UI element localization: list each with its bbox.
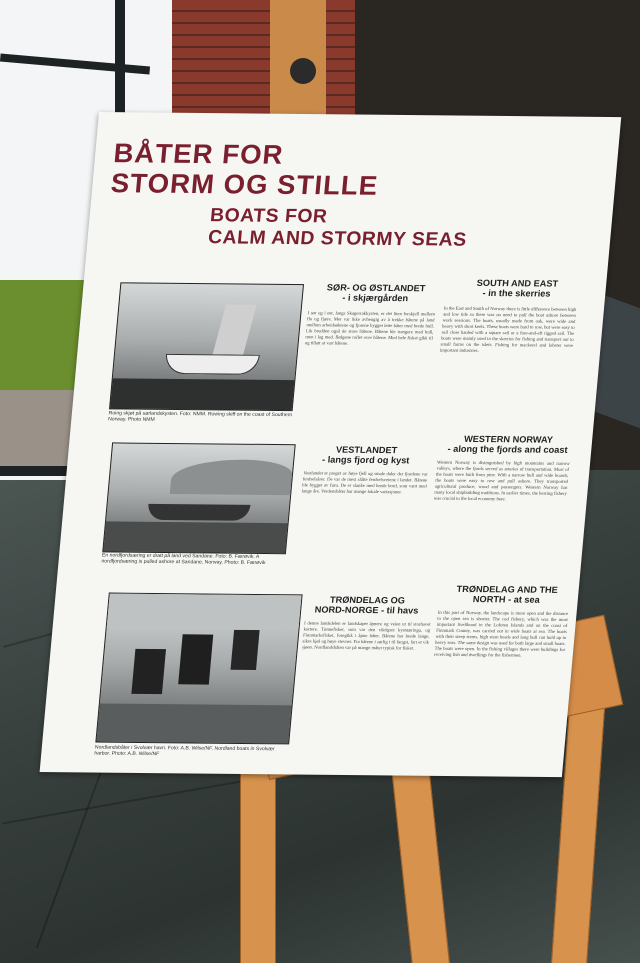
- heading-line: WESTERN NORWAY: [463, 433, 554, 445]
- brick-wall: [172, 0, 357, 118]
- title-norwegian-line2: STORM OG STILLE: [109, 168, 380, 201]
- section-heading-english: [445, 278, 590, 299]
- photo-northern-boats: [95, 593, 302, 745]
- section-text-english: In this part of Norway, the landscape is more open and the distance to the open sea is shorter. The cod fishery, which was the most important livelihood in the Lofoten Islands and on the coast of Finnmark County, was carried out in wide boats at sea. The boats with their steep stems, high stern heads and long hull can hold up to heavy seas. The same design was used for both large and small boats. The boats were open. In the fishing villages there were buildings for receiving fish and dwellings for the fishermen.: [433, 609, 569, 658]
- section-heading-norwegian: [304, 444, 428, 465]
- section-text-english: Western Norway is distinguished by high mountains and narrow valleys, where the fjords served as arteries of transportation. Most of the boats were built from pine. With a narrow hull and wide boards, the boats were easy to row and pull ashore. They transported agricultural produce, wood and passengers. Western Norway has many local shipbuilding traditions. In earlier times, the herring fishery was crucial to the local economy here.: [433, 459, 570, 502]
- photo-western-boat: [102, 442, 296, 554]
- section-heading-english: [435, 584, 580, 605]
- title-norwegian-line1: BÅTER FOR: [112, 138, 285, 170]
- title-english: [207, 205, 558, 252]
- easel-leg-left: [240, 760, 276, 963]
- heading-line: SOUTH AND EAST: [476, 277, 559, 289]
- title-english-line1: BOATS FOR: [209, 205, 329, 228]
- heading-line: - i skjærgården: [341, 292, 409, 304]
- heading-line: VESTLANDET: [335, 444, 398, 456]
- poster-board: [40, 112, 622, 777]
- heading-line: TRØNDELAG OG: [329, 594, 406, 606]
- easel-mast: [270, 0, 326, 115]
- title-norwegian: [110, 138, 462, 201]
- photo-caption: En nordfjordsæring er dratt på land ved Sandane. Foto: B. Færøvik. A nordfjordsæring is pulled ashore at Sandane, Norway. Photo: B. Færøvik: [101, 552, 266, 567]
- heading-line: - langs fjord og kyst: [321, 454, 410, 466]
- heading-line: - in the skerries: [482, 287, 551, 299]
- heading-line: TRØNDELAG AND THE: [456, 583, 559, 595]
- photo-caption: Nordlandsbåter i Svolvær havn. Foto: A.B. Wilse/NF. Nordland boats in Svolvær harbor. Photo: A.B. Wilse/NF: [94, 744, 275, 758]
- photo-south-east-boat: [109, 282, 304, 411]
- section-heading-norwegian: [309, 282, 443, 303]
- section-text-norwegian: Vestlandet er preget av høye fjell og smale daler der fjordene var ferdselsårer. De var de mest slåtte ferdselsveiene i landet. Båtene ble bygget av furu. De er slanke med brede bord, som vant med lange åre. Verdensbåter har mange lokale variasjoner.: [301, 470, 429, 495]
- section-text-norwegian: I denne landsdelen er landskapet åpnere og veien ut til storhavet kortere. Tønnefisket, som var den viktigste kystnæringa, og Finnmarksfisket, foregikk i åpne båter. Båtene har brede lange, sikre kjøl og høye stevner. Fra båtene i sørlig i til fangst, fart et vik sjøen. Nordlandsbåten var på mange måter typisk for fisket.: [301, 620, 431, 651]
- section-heading-norwegian: [305, 594, 429, 615]
- heading-line: - along the fjords and coast: [447, 443, 569, 455]
- section-heading-english: [436, 434, 581, 455]
- easel-knob: [290, 58, 316, 84]
- section-text-english: In the East and South of Norway there is little difference between high and low tide so there was no need to pull the boat ashore between work sessions. The boats, usually made from oak, were wide and heavy with short keels. These boats were hard to row, but were easy to sail close hauled with a square sail or a fore-and-aft rigged sail. The boats were mainly used in the skerries for fishing and transport out to small farms on the islets. Fishing for mackerel and lobster were important industries.: [439, 305, 577, 353]
- photo-caption: Roing skjøt på sørlandskysten. Foto: NMM. Rowing skiff on the coast of Southern Norway. Photo NMM: [107, 410, 293, 423]
- section-text-norwegian: I sør og i øst, langs Skagerrakkysten, er det liten forskjell mellom flo og fjære. Mer var ikke avhengig av å trekke båtene på land mellom arbeidsøktene og fjorene bygget lette båter med brede hull. Lik bredden også de store båtene. Båtene ble trangere med hull, men i lag med. Bølgene rollet over båtene. Med hele fisket gikk til og tillatt at vart båtene.: [304, 310, 436, 346]
- heading-line: NORTH - at sea: [472, 594, 541, 605]
- poster-surface: [40, 112, 622, 777]
- heading-line: NORD-NORGE - til havs: [314, 604, 419, 616]
- title-english-line2: CALM AND STORMY SEAS: [207, 227, 468, 251]
- heading-line: SØR- OG ØSTLANDET: [326, 282, 426, 294]
